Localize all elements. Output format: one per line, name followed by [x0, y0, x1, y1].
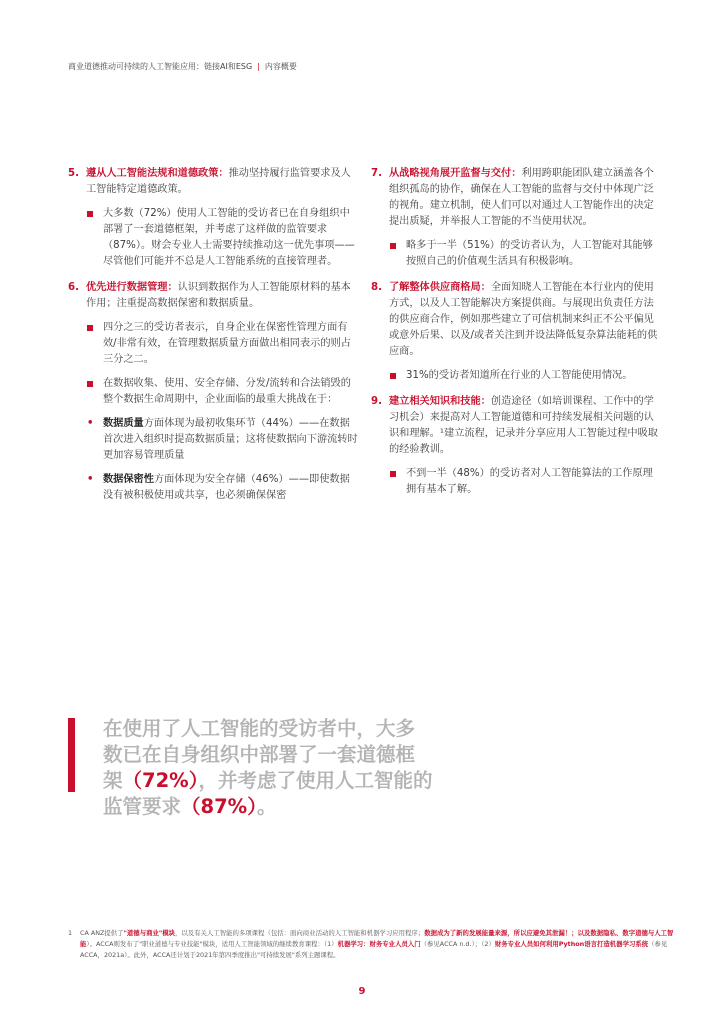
section-5-bullet-1-text: 大多数（72%）使用人工智能的受访者已在自身组织中部署了一套道德框架，并考虑了这样做的监管要求（87%）。财会专业人士需要持续推动这一优先事项——尽管他们可能并不总是人工智能系统的直接管理者。 [103, 208, 355, 267]
section-6-title: 优先进行数据管理： [86, 282, 178, 293]
pull-quote-pct-1: （72%） [122, 769, 199, 792]
header-title: 商业道德推动可持续的人工智能应用：链接AI和ESG [68, 62, 253, 71]
section-7-text: 利用跨职能团队建立涵盖各个组织孤岛的协作，确保在人工智能的监督与交付中体现广泛的视角。建立机制，使人们可以对通过人工智能作出的决定提出质疑，并举报人工智能的不当使用状况。 [389, 168, 654, 227]
left-column [68, 166, 358, 514]
section-9-title: 建立相关知识和技能： [389, 396, 491, 407]
page-number: 9 [358, 986, 366, 997]
footnote-text-1: CA ANZ提供了 [80, 929, 124, 937]
section-6-sub-bullet-2 [86, 472, 358, 504]
section-6-text: 认识到数据作为人工智能原材料的基本作用；注重提高数据保密和数据质量。 [86, 282, 351, 309]
footnote [68, 928, 676, 961]
section-5 [68, 166, 358, 270]
section-8 [371, 280, 661, 384]
right-column [371, 166, 661, 508]
footnote-number: 1 [68, 929, 73, 937]
section-6-number: 6. [68, 282, 79, 293]
section-7 [371, 166, 661, 270]
pull-quote-bar [68, 718, 75, 792]
section-7-bullet-1-text: 略多于一半（51%）的受访者认为，人工智能对其能够按照自己的价值观生活具有积极影响。 [406, 240, 653, 267]
section-8-text: 全面知晓人工智能在本行业内的使用方式，以及人工智能解决方案提供商。与展现出负责任方法的供应商合作，例如那些建立了可信机制来纠正不公平偏见或意外后果、以及/或者关注到并设法降低复杂算法能耗的供应商。 [389, 282, 658, 357]
section-8-title: 了解整体供应商格局： [389, 282, 491, 293]
section-6 [68, 280, 358, 504]
section-5-title: 遵从人工智能法规和道德政策： [86, 168, 229, 179]
pull-quote-part-2: ，并考虑了使用人工智能的监管要求 [103, 769, 433, 818]
sub-bullet-1-term: 数据质量 [103, 418, 144, 429]
section-6-bullet-1 [86, 320, 358, 368]
footnote-text-5: （参见ACCA，2021a）。此外，ACCA还计划于2021年第四季度推出"可持续发展"系列主题课程。 [80, 940, 668, 959]
section-8-bullet-1-text: 31%的受访者知道所在行业的人工智能使用情况。 [406, 370, 633, 381]
section-6-bullet-2 [86, 376, 358, 408]
section-7-bullet-1 [389, 238, 661, 270]
footnote-link-4[interactable]: 财务专业人员如何利用Python语言打造机器学习系统 [494, 940, 649, 948]
section-9-number: 9. [371, 396, 382, 407]
footnote-text-3: ）。ACCA则发布了"职业道德与专业技能"模块，适用人工智能领域的继续教育课程：（1） [86, 940, 338, 948]
section-8-bullet-1 [389, 368, 661, 384]
section-5-text: 推动坚持履行监管要求及人工智能特定道德政策。 [86, 168, 351, 195]
section-7-number: 7. [371, 168, 382, 179]
pull-quote [103, 716, 433, 820]
section-8-number: 8. [371, 282, 382, 293]
section-9-bullet-1-text: 不到一半（48%）的受访者对人工智能算法的工作原理拥有基本了解。 [406, 468, 653, 495]
footnote-link-1[interactable]: "道德与商业"模块 [123, 929, 175, 937]
section-6-bullet-2-text: 在数据收集、使用、安全存储、分发/流转和合法销毁的整个数据生命周期中，企业面临的最重大挑战在于： [103, 378, 351, 405]
section-6-sub-bullet-1 [86, 416, 358, 464]
sub-bullet-2-text: 方面体现为安全存储（46%）——即使数据没有被积极使用或共享，也必须确保保密 [103, 474, 350, 501]
bullet-dot-icon: • [87, 474, 94, 485]
section-5-bullet-1 [86, 206, 358, 270]
pull-quote-pct-2: （87%） [181, 795, 257, 818]
section-6-bullet-1-text: 四分之三的受访者表示，自身企业在保密性管理方面有效/非常有效，在管理数据质量方面做出相同表示的则占三分之二。 [103, 322, 351, 365]
header-section: 内容概要 [264, 62, 297, 71]
section-5-number: 5. [68, 168, 79, 179]
sub-bullet-1-text: 方面体现为最初收集环节（44%）——在数据首次进入组织时提高数据质量；这将使数据向下游流转时更加容易管理质量 [103, 418, 358, 461]
pull-quote-part-3: 。 [256, 795, 277, 818]
running-header [68, 61, 297, 73]
pull-quote-part-1: 在使用了人工智能的受访者中，大多数已在自身组织中部署了一套道德框架 [103, 717, 416, 792]
header-separator: | [257, 62, 260, 71]
footnote-text [68, 928, 676, 961]
bullet-dot-icon: • [87, 418, 94, 429]
footnote-text-2: ，以及有关人工智能的多项课程（包括：面向商业活动的人工智能和机器学习应用程序； [174, 929, 425, 937]
section-7-title: 从战略视角展开监督与交付： [389, 168, 522, 179]
section-9-bullet-1 [389, 466, 661, 498]
sub-bullet-2-term: 数据保密性 [103, 474, 154, 485]
footnote-link-2[interactable]: 数据成为了新的发展能量来源，所以应避免其泄漏！；以及数据隐私、数字道德与人工智能 [80, 929, 674, 948]
section-9-text: 创造途径（如培训课程、工作中的学习机会）来提高对人工智能道德和可持续发展相关问题的认识和理解。¹建立流程，记录并分享应用人工智能过程中吸取的经验教训。 [389, 396, 658, 455]
section-9 [371, 394, 661, 498]
footnote-link-3[interactable]: 机器学习：财务专业人员入门 [337, 940, 421, 948]
footnote-text-4: （参见ACCA n.d.）；（2） [420, 940, 495, 948]
